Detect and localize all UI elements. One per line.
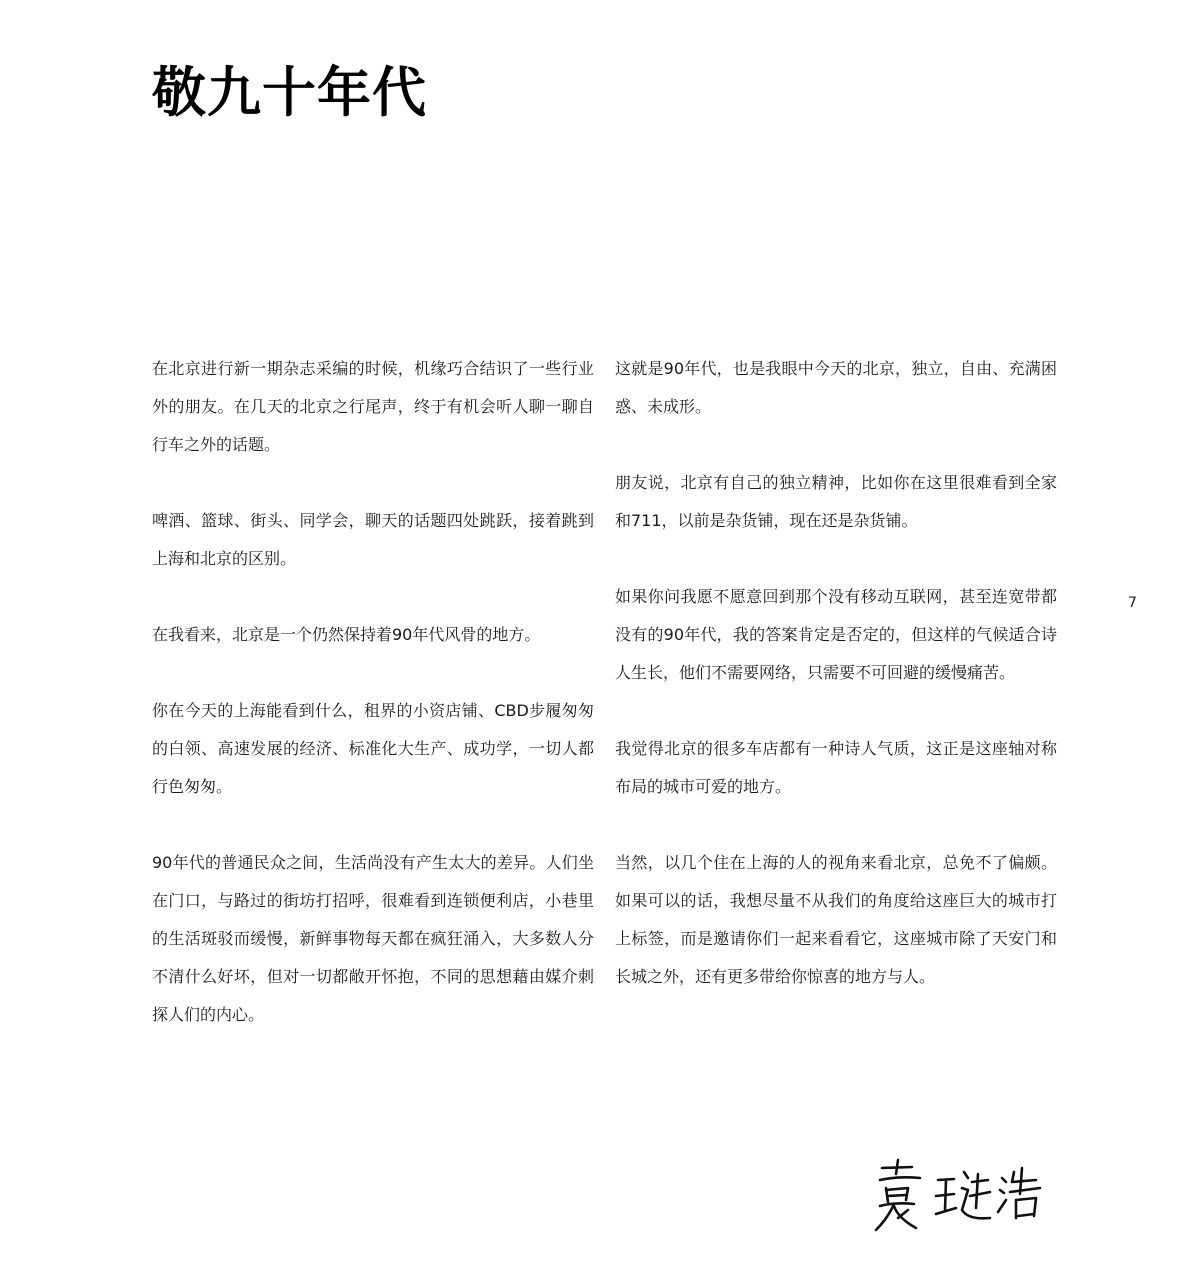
left-text-column bbox=[152, 350, 594, 1072]
paragraph: 如果你问我愿不愿意回到那个没有移动互联网，甚至连宽带都没有的90年代，我的答案肯定是否定的，但这样的气候适合诗人生长，他们不需要网络，只需要不可回避的缓慢痛苦。 bbox=[615, 587, 1057, 682]
paragraph: 在北京进行新一期杂志采编的时候，机缘巧合结识了一些行业外的朋友。在几天的北京之行尾声，终于有机会听人聊一聊自行车之外的话题。 bbox=[152, 359, 594, 454]
article-title: 敬九十年代 bbox=[152, 61, 427, 124]
paragraph: 这就是90年代，也是我眼中今天的北京，独立，自由、充满困惑、未成形。 bbox=[615, 359, 1057, 416]
paragraph: 当然，以几个住在上海的人的视角来看北京，总免不了偏颇。如果可以的话，我想尽量不从我们的角度给这座巨大的城市打上标签，而是邀请你们一起来看看它，这座城市除了天安门和长城之外，还有更多带给你惊喜的地方与人。 bbox=[615, 853, 1057, 986]
paragraph: 我觉得北京的很多车店都有一种诗人气质，这正是这座轴对称布局的城市可爱的地方。 bbox=[615, 739, 1057, 796]
signature-graphic bbox=[868, 1158, 1048, 1234]
right-text-column bbox=[615, 350, 1057, 1034]
paragraph: 啤酒、篮球、街头、同学会，聊天的话题四处跳跃，接着跳到上海和北京的区别。 bbox=[152, 511, 594, 568]
paragraph: 90年代的普通民众之间，生活尚没有产生太大的差异。人们坐在门口，与路过的街坊打招呼，很难看到连锁便利店，小巷里的生活斑驳而缓慢，新鲜事物每天都在疯狂涌入，大多数人分不清什么好坏，但对一切都敞开怀抱，不同的思想藉由媒介刺探人们的内心。 bbox=[152, 853, 594, 1024]
paragraph: 朋友说，北京有自己的独立精神，比如你在这里很难看到全家和711，以前是杂货铺，现在还是杂货铺。 bbox=[615, 473, 1057, 530]
page-number: 7 bbox=[1128, 595, 1137, 611]
paragraph: 在我看来，北京是一个仍然保持着90年代风骨的地方。 bbox=[152, 625, 541, 644]
paragraph: 你在今天的上海能看到什么，租界的小资店铺、CBD步履匆匆的白领、高速发展的经济、标准化大生产、成功学，一切人都行色匆匆。 bbox=[152, 701, 594, 796]
handwritten-signature bbox=[868, 1158, 1048, 1234]
